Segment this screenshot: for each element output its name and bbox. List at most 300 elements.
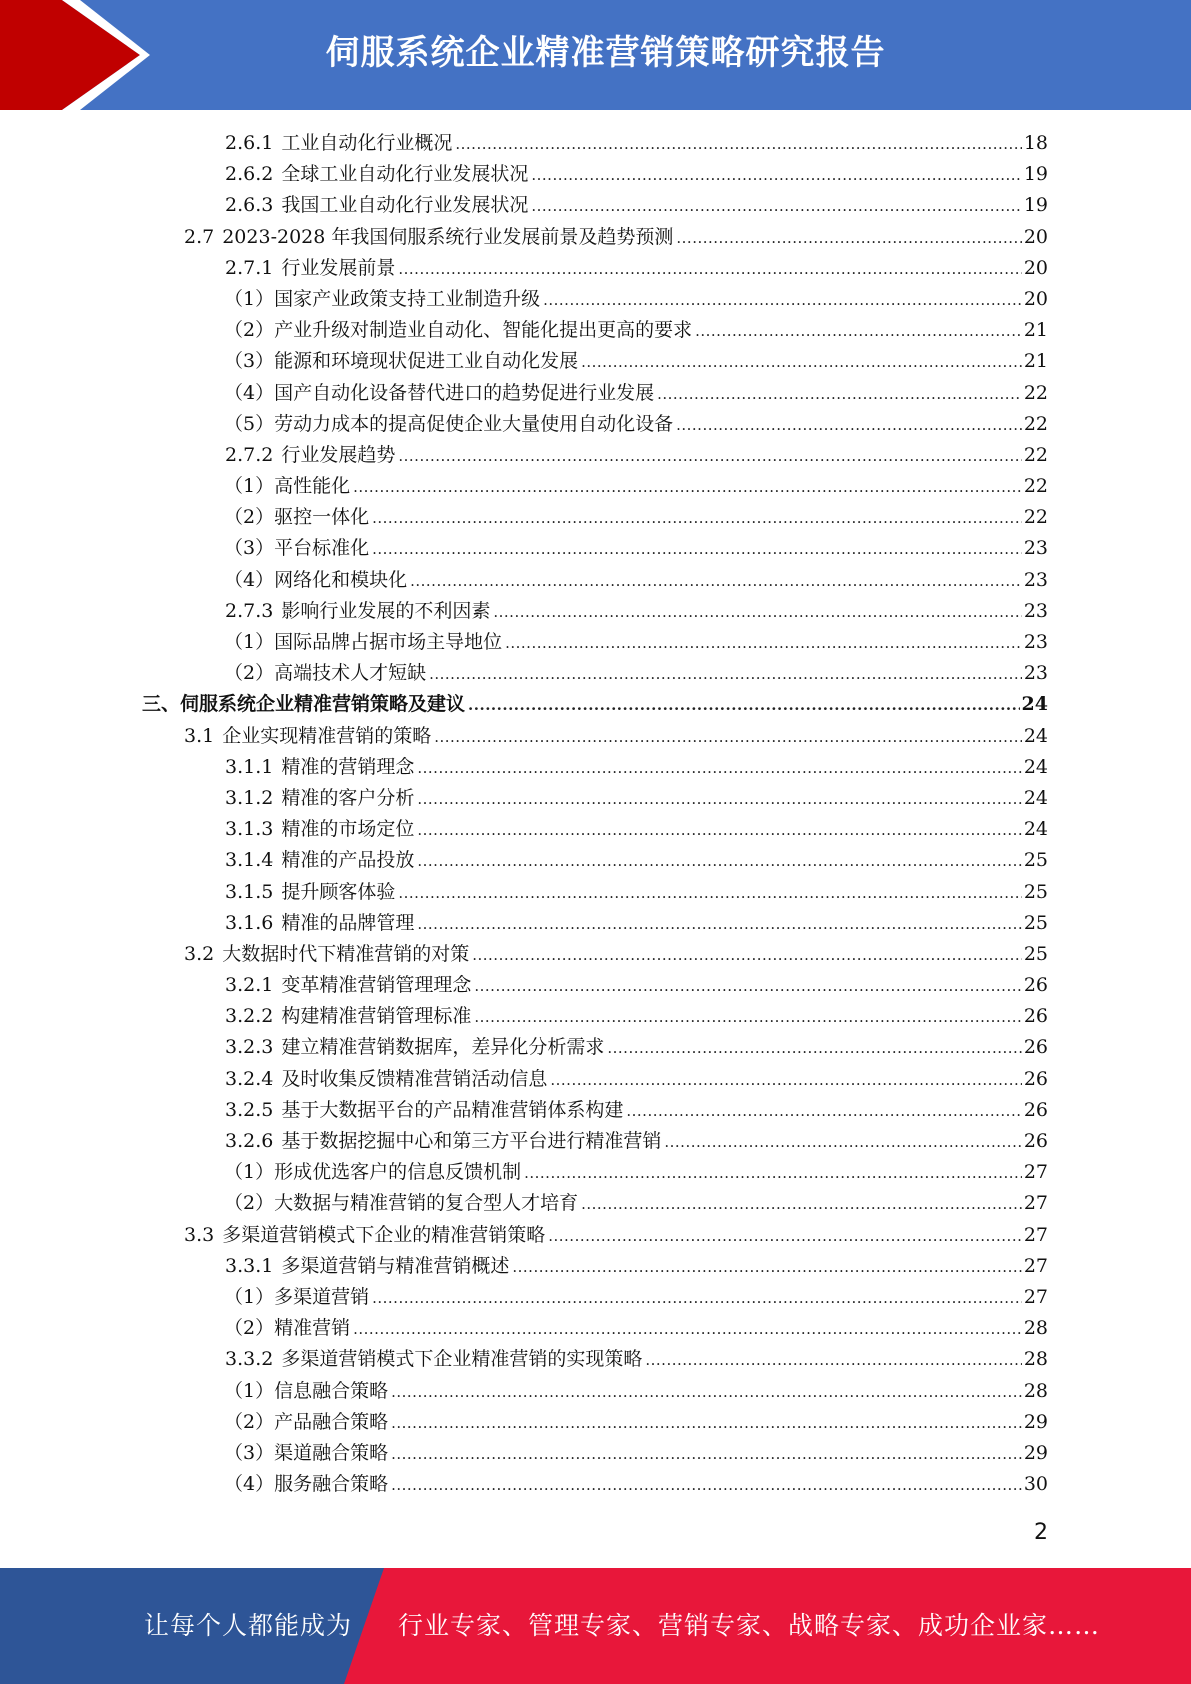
toc-entry-line[interactable] (184, 939, 1048, 971)
toc-entry-title: 精准营销 (274, 1317, 351, 1340)
toc-page-number: 23 (1023, 599, 1048, 622)
toc-entry-number: （1） (224, 475, 275, 498)
toc-entry-title: 工业自动化行业概况 (281, 132, 453, 154)
toc-entry-title: 影响行业发展的不利因素 (281, 599, 491, 622)
toc-entry[interactable] (0, 845, 1191, 876)
toc-page-number: 29 (1023, 1410, 1048, 1433)
toc-entry-number: （2） (224, 319, 275, 342)
toc-entry-label (225, 190, 528, 221)
toc-entry[interactable] (0, 1064, 1191, 1095)
toc-entry-label (225, 159, 528, 190)
toc-dot-leader (372, 534, 1022, 565)
toc-entry-line[interactable] (225, 596, 1048, 628)
toc-entry-line[interactable] (224, 1469, 1048, 1501)
toc-entry-number: 3.3.2 (225, 1348, 274, 1371)
toc-dot-leader (607, 1033, 1021, 1064)
toc-entry[interactable] (0, 128, 1191, 159)
toc-entry-title: 构建精准营销管理标准 (281, 1005, 472, 1028)
toc-entry[interactable] (0, 1313, 1191, 1344)
toc-entry-title: 国家产业政策支持工业制造升级 (274, 287, 541, 310)
toc-entry-number: （3） (224, 350, 275, 373)
toc-page-number: 27 (1023, 1192, 1048, 1215)
toc-entry[interactable] (0, 222, 1191, 253)
toc-entry-label (184, 222, 673, 253)
toc-entry-line[interactable] (225, 159, 1048, 191)
toc-page-number: 26 (1023, 1130, 1048, 1152)
toc-entry-line[interactable] (224, 1313, 1048, 1345)
toc-entry-label (224, 471, 350, 502)
toc-page-number: 22 (1023, 475, 1048, 498)
toc-entry-line[interactable] (224, 346, 1048, 378)
toc-entry-number: （2） (224, 1317, 275, 1340)
toc-entry-line[interactable] (224, 471, 1048, 503)
toc-entry[interactable] (0, 533, 1191, 564)
toc-entry[interactable] (0, 721, 1191, 752)
toc-entry-line[interactable] (224, 284, 1048, 316)
toc-page-number: 25 (1023, 911, 1048, 934)
toc-entry-number: 3.1.4 (225, 849, 274, 872)
toc-entry-number: 3.2.1 (225, 974, 274, 997)
toc-entry[interactable] (0, 689, 1191, 720)
toc-entry[interactable] (0, 1032, 1191, 1063)
toc-entry-title: 大数据时代下精准营销的对策 (222, 942, 470, 965)
toc-entry-title: 多渠道营销模式下企业的精准营销策略 (222, 1223, 546, 1246)
toc-entry-title: 精准的品牌管理 (281, 911, 415, 934)
toc-dot-leader (372, 503, 1022, 534)
toc-entry-line[interactable] (224, 1282, 1048, 1314)
toc-entry-line[interactable] (224, 315, 1048, 347)
toc-entry-label (224, 1313, 350, 1344)
toc-dot-leader (505, 628, 1022, 659)
toc-entry-number: 2.7.3 (225, 599, 274, 622)
toc-entry-line[interactable] (224, 502, 1048, 534)
toc-page-number: 27 (1023, 1285, 1048, 1308)
toc-entry-number: （3） (224, 1441, 275, 1464)
toc-entry-line[interactable] (225, 908, 1048, 940)
toc-entry[interactable] (0, 1126, 1191, 1157)
toc-entry-number: （4） (224, 568, 275, 591)
toc-entry-number: 3.1 (184, 724, 215, 747)
toc-dot-leader (645, 1345, 1021, 1376)
toc-entry[interactable] (0, 440, 1191, 471)
toc-dot-leader (429, 659, 1022, 690)
toc-entry-number: 3.2.3 (225, 1036, 274, 1059)
toc-dot-leader (398, 441, 1021, 472)
toc-entry-line[interactable] (184, 721, 1048, 753)
toc-dot-leader (468, 690, 1020, 721)
toc-entry-title: 高性能化 (274, 475, 351, 498)
toc-dot-leader (581, 347, 1022, 378)
toc-page-number: 26 (1023, 1005, 1048, 1028)
toc-entry-label (184, 939, 469, 970)
toc-entry[interactable] (0, 1095, 1191, 1126)
toc-page-number: 23 (1023, 568, 1048, 591)
toc-page-number: 24 (1023, 755, 1048, 778)
toc-entry-title: 国际品牌占据市场主导地位 (274, 631, 503, 653)
toc-page-number: 30 (1023, 1473, 1048, 1496)
toc-entry-number: 3.1.1 (225, 755, 274, 778)
toc-entry[interactable] (0, 1407, 1191, 1438)
toc-entry-label (224, 627, 502, 658)
toc-entry-number: 2.6.2 (225, 163, 274, 186)
toc-dot-leader (472, 940, 1022, 971)
toc-entry-number: 2.7.1 (225, 256, 274, 279)
toc-entry[interactable] (0, 1376, 1191, 1407)
toc-entry-title: 基于数据挖掘中心和第三方平台进行精准营销 (281, 1130, 662, 1152)
toc-entry[interactable] (0, 877, 1191, 908)
toc-entry-title: 信息融合策略 (274, 1379, 389, 1402)
toc-entry-number: 3.2.6 (225, 1130, 274, 1152)
toc-page-number: 26 (1023, 974, 1048, 997)
toc-entry-number: 3.1.5 (225, 880, 274, 903)
toc-entry[interactable] (0, 346, 1191, 377)
toc-dot-leader (417, 909, 1021, 940)
toc-entry-number: 2.7.2 (225, 443, 274, 466)
toc-entry-label (225, 1064, 547, 1095)
toc-entry-label (225, 845, 414, 876)
toc-entry-title: 能源和环境现状促进工业自动化发展 (274, 350, 579, 373)
footer-slogan-left: 让每个人都能成为 (144, 1611, 353, 1640)
toc-page-number: 22 (1023, 443, 1048, 466)
toc-entry-label (224, 533, 369, 564)
toc-entry-label (225, 128, 452, 159)
toc-entry-title: 全球工业自动化行业发展状况 (281, 163, 529, 186)
toc-entry-line[interactable] (225, 845, 1048, 877)
toc-page-number: 24 (1023, 786, 1048, 809)
toc-entry-label (225, 970, 471, 1001)
toc-dot-leader (353, 1314, 1022, 1345)
toc-entry-number: 3.1.3 (225, 818, 274, 841)
toc-entry-line[interactable] (225, 1344, 1048, 1376)
toc-dot-leader (410, 566, 1022, 597)
toc-entry-number: 3.1.6 (225, 911, 274, 934)
toc-entry-label (184, 721, 431, 752)
toc-entry-label (225, 1032, 604, 1063)
toc-entry-line[interactable] (225, 1001, 1048, 1033)
toc-page-number: 28 (1023, 1317, 1048, 1340)
toc-entry-line[interactable] (224, 1157, 1048, 1189)
toc-entry-number: （2） (224, 662, 275, 685)
toc-dot-leader (676, 223, 1021, 254)
toc-entry-number: 2.7 (184, 225, 215, 248)
toc-entry-title: 建立精准营销数据库，差异化分析需求 (281, 1036, 605, 1059)
toc-entry-title: 提升顾客体验 (281, 880, 396, 903)
toc-entry-number: 3.3 (184, 1223, 215, 1246)
toc-entry-label (184, 1220, 545, 1251)
toc-entry-label (225, 1126, 661, 1157)
toc-entry-label (142, 689, 465, 720)
toc-entry-label (225, 877, 395, 908)
toc-entry-title: 多渠道营销 (274, 1285, 370, 1308)
toc-dot-leader (417, 753, 1021, 784)
toc-entry[interactable] (0, 1438, 1191, 1469)
toc-entry-number: （2） (224, 1410, 275, 1433)
toc-dot-leader (398, 878, 1021, 909)
toc-entry-line[interactable] (225, 783, 1048, 815)
toc-entry-line[interactable] (225, 1064, 1048, 1096)
toc-entry-line[interactable] (225, 877, 1048, 909)
toc-entry-number: （1） (224, 287, 275, 310)
toc-dot-leader (493, 597, 1021, 628)
toc-entry-line[interactable] (225, 1251, 1048, 1283)
toc-entry-label (224, 1282, 369, 1313)
page-number: 2 (1034, 1520, 1048, 1545)
toc-entry[interactable] (0, 970, 1191, 1001)
toc-page-number: 29 (1023, 1441, 1048, 1464)
toc-page-number: 27 (1023, 1223, 1048, 1246)
toc-entry[interactable] (0, 284, 1191, 315)
toc-entry[interactable] (0, 814, 1191, 845)
toc-entry-number: 2.6.1 (225, 132, 274, 154)
toc-entry-label (224, 346, 578, 377)
page-header (0, 0, 1191, 110)
toc-entry-label (225, 908, 414, 939)
toc-entry-title: 服务融合策略 (274, 1473, 389, 1496)
toc-page-number: 23 (1023, 662, 1048, 685)
toc-entry-label (225, 1001, 471, 1032)
toc-entry-label (224, 284, 540, 315)
toc-entry-title: 产业升级对制造业自动化、智能化提出更高的要求 (274, 319, 693, 342)
toc-dot-leader (512, 1252, 1021, 1283)
toc-entry[interactable] (0, 1344, 1191, 1375)
toc-entry[interactable] (0, 783, 1191, 814)
toc-dot-leader (417, 784, 1021, 815)
toc-entry-label (224, 658, 426, 689)
toc-page-number: 20 (1023, 225, 1048, 248)
toc-entry-title: 平台标准化 (274, 537, 370, 560)
toc-entry-line[interactable] (224, 565, 1048, 597)
toc-entry-line[interactable] (225, 190, 1048, 222)
toc-dot-leader (417, 815, 1021, 846)
toc-page-number: 27 (1023, 1161, 1048, 1184)
toc-dot-leader (474, 971, 1021, 1002)
toc-entry-line[interactable] (225, 1126, 1048, 1158)
toc-entry[interactable] (0, 1469, 1191, 1500)
toc-entry-number: （4） (224, 381, 275, 404)
toc-entry-label (224, 1157, 521, 1188)
toc-dot-leader (657, 379, 1022, 410)
toc-dot-leader (664, 1127, 1021, 1158)
toc-entry[interactable] (0, 939, 1191, 970)
toc-entry-title: 高端技术人才短缺 (274, 662, 427, 685)
toc-entry-line[interactable] (225, 128, 1048, 160)
toc-entry[interactable] (0, 190, 1191, 221)
toc-entry-title: 精准的营销理念 (281, 755, 415, 778)
toc-entry-number: 3.1.2 (225, 786, 274, 809)
toc-entry-number: 3.2 (184, 942, 215, 965)
footer-slogan-right: 行业专家、管理专家、营销专家、战略专家、成功企业家…… (398, 1611, 1101, 1640)
toc-entry-line[interactable] (224, 627, 1048, 659)
toc-entry[interactable] (0, 1157, 1191, 1188)
toc-dot-leader (398, 254, 1021, 285)
toc-dot-leader (550, 1065, 1021, 1096)
toc-page-number: 24 (1021, 693, 1048, 716)
toc-entry[interactable] (0, 627, 1191, 658)
toc-entry-title: 精准的客户分析 (281, 786, 415, 809)
toc-entry-label (225, 440, 395, 471)
toc-entry-label (224, 409, 673, 440)
toc-entry[interactable] (0, 253, 1191, 284)
toc-page-number: 20 (1023, 287, 1048, 310)
toc-page-number: 20 (1023, 256, 1048, 279)
toc-entry-line[interactable] (224, 1407, 1048, 1439)
toc-entry-line[interactable] (225, 440, 1048, 472)
toc-entry[interactable] (0, 1001, 1191, 1032)
toc-entry-title: 多渠道营销与精准营销概述 (281, 1254, 510, 1277)
toc-entry-title: 产品融合策略 (274, 1410, 389, 1433)
toc-page-number: 22 (1023, 412, 1048, 435)
toc-entry-title: 精准的市场定位 (281, 818, 415, 841)
toc-entry-number: 3.2.5 (225, 1098, 274, 1121)
toc-entry-number: 3.2.4 (225, 1067, 274, 1090)
toc-entry-title: 企业实现精准营销的策略 (222, 724, 432, 747)
toc-entry-title: 驱控一体化 (274, 506, 370, 529)
toc-entry-line[interactable] (142, 689, 1048, 721)
toc-entry-number: （2） (224, 506, 275, 529)
toc-entry-label (225, 752, 414, 783)
toc-entry-title: 行业发展趋势 (281, 443, 396, 466)
toc-entry-label (224, 1407, 388, 1438)
toc-entry-label (225, 1251, 509, 1282)
toc-page-number: 28 (1023, 1379, 1048, 1402)
toc-dot-leader (543, 285, 1022, 316)
toc-dot-leader (391, 1377, 1022, 1408)
toc-entry-number: （3） (224, 537, 275, 560)
toc-entry-number: （1） (224, 1161, 275, 1184)
toc-entry-number: （1） (224, 1285, 275, 1308)
toc-entry-line[interactable] (225, 814, 1048, 846)
toc-page-number: 21 (1023, 319, 1048, 342)
toc-dot-leader (548, 1221, 1022, 1252)
report-title: 伺服系统企业精准营销策略研究报告 (325, 33, 886, 73)
toc-entry-number: （4） (224, 1473, 275, 1496)
toc-entry[interactable] (0, 409, 1191, 440)
toc-entry[interactable] (0, 1188, 1191, 1219)
toc-entry-number: 三、 (142, 693, 181, 716)
toc-entry[interactable] (0, 378, 1191, 409)
toc-entry-title: 2023-2028 年我国伺服系统行业发展前景及趋势预测 (222, 225, 674, 248)
toc-dot-leader (531, 191, 1021, 222)
toc-entry-line[interactable] (225, 1095, 1048, 1127)
toc-entry-label (224, 1438, 388, 1469)
toc-entry[interactable] (0, 315, 1191, 346)
toc-entry-label (224, 1376, 388, 1407)
toc-entry[interactable] (0, 159, 1191, 190)
toc-entry-label (225, 1344, 642, 1375)
toc-dot-leader (417, 846, 1021, 877)
toc-entry-title: 行业发展前景 (281, 256, 396, 279)
toc-entry-label (224, 502, 369, 533)
toc-entry[interactable] (0, 1220, 1191, 1251)
toc-page-number: 26 (1023, 1067, 1048, 1090)
toc-entry-number: （5） (224, 412, 275, 435)
toc-entry-title: 我国工业自动化行业发展状况 (281, 194, 529, 217)
toc-entry-label (225, 1095, 623, 1126)
toc-page-number: 26 (1023, 1036, 1048, 1059)
toc-entry-line[interactable] (224, 533, 1048, 565)
toc-entry-line[interactable] (224, 658, 1048, 690)
toc-entry-label (225, 253, 395, 284)
toc-entry-number: （2） (224, 1192, 275, 1215)
toc-dot-leader (626, 1096, 1021, 1127)
toc-dot-leader (372, 1283, 1022, 1314)
toc-entry-line[interactable] (225, 970, 1048, 1002)
page-footer (0, 1568, 1191, 1684)
toc-entry[interactable] (0, 658, 1191, 689)
toc-entry-number: 3.3.1 (225, 1254, 274, 1277)
toc-entry-label (225, 596, 490, 627)
toc-entry-title: 及时收集反馈精准营销活动信息 (281, 1067, 548, 1090)
toc-dot-leader (581, 1189, 1022, 1220)
toc-entry-label (225, 783, 414, 814)
toc-entry-title: 国产自动化设备替代进口的趋势促进行业发展 (274, 381, 655, 404)
toc-entry-title: 精准的产品投放 (281, 849, 415, 872)
toc-entry-title: 形成优选客户的信息反馈机制 (274, 1161, 522, 1184)
toc-entry[interactable] (0, 1251, 1191, 1282)
toc-entry-title: 劳动力成本的提高促使企业大量使用自动化设备 (274, 412, 674, 435)
toc-page-number: 27 (1023, 1254, 1048, 1277)
toc-entry-number: 3.2.2 (225, 1005, 274, 1028)
toc-entry-line[interactable] (224, 1376, 1048, 1408)
toc-page-number: 26 (1023, 1098, 1048, 1121)
toc-entry-label (224, 378, 654, 409)
toc-entry-line[interactable] (224, 1438, 1048, 1470)
toc-page-number: 18 (1023, 132, 1048, 154)
toc-entry-line[interactable] (224, 1188, 1048, 1220)
toc-entry[interactable] (0, 908, 1191, 939)
toc-entry-title: 基于大数据平台的产品精准营销体系构建 (281, 1098, 624, 1121)
toc-page-number: 28 (1023, 1348, 1048, 1371)
toc-entry-title: 渠道融合策略 (274, 1441, 389, 1464)
toc-entry[interactable] (0, 752, 1191, 783)
toc-entry-label (224, 1469, 388, 1500)
toc-entry-title: 变革精准营销管理理念 (281, 974, 472, 997)
toc-dot-leader (524, 1158, 1022, 1189)
toc-page-number: 24 (1023, 724, 1048, 747)
toc-page-number: 25 (1023, 849, 1048, 872)
toc-entry-number: 2.6.3 (225, 194, 274, 217)
toc-entry-line[interactable] (224, 409, 1048, 441)
toc-entry[interactable] (0, 596, 1191, 627)
toc-entry-line[interactable] (224, 378, 1048, 410)
toc-entry[interactable] (0, 502, 1191, 533)
toc-dot-leader (695, 316, 1022, 347)
toc-dot-leader (531, 160, 1021, 191)
toc-entry-line[interactable] (225, 253, 1048, 285)
toc-entry-number: （1） (224, 631, 275, 653)
toc-entry-line[interactable] (184, 222, 1048, 254)
toc-page-number: 19 (1023, 194, 1048, 217)
toc-entry[interactable] (0, 1282, 1191, 1313)
toc-dot-leader (434, 722, 1022, 753)
toc-entry[interactable] (0, 565, 1191, 596)
toc-entry[interactable] (0, 471, 1191, 502)
toc-entry-line[interactable] (225, 752, 1048, 784)
toc-page-number: 22 (1023, 381, 1048, 404)
toc-page-number: 25 (1023, 942, 1048, 965)
toc-entry-label (224, 565, 407, 596)
toc-entry-title: 大数据与精准营销的复合型人才培育 (274, 1192, 579, 1215)
toc-entry-line[interactable] (225, 1032, 1048, 1064)
toc-dot-leader (455, 129, 1021, 160)
toc-page-number: 22 (1023, 506, 1048, 529)
toc-page-number: 19 (1023, 163, 1048, 186)
table-of-contents (0, 128, 1191, 1500)
toc-page-number: 23 (1023, 631, 1048, 653)
toc-entry-number: （1） (224, 1379, 275, 1402)
toc-entry-title: 多渠道营销模式下企业精准营销的实现策略 (281, 1348, 643, 1371)
toc-entry-line[interactable] (184, 1220, 1048, 1252)
